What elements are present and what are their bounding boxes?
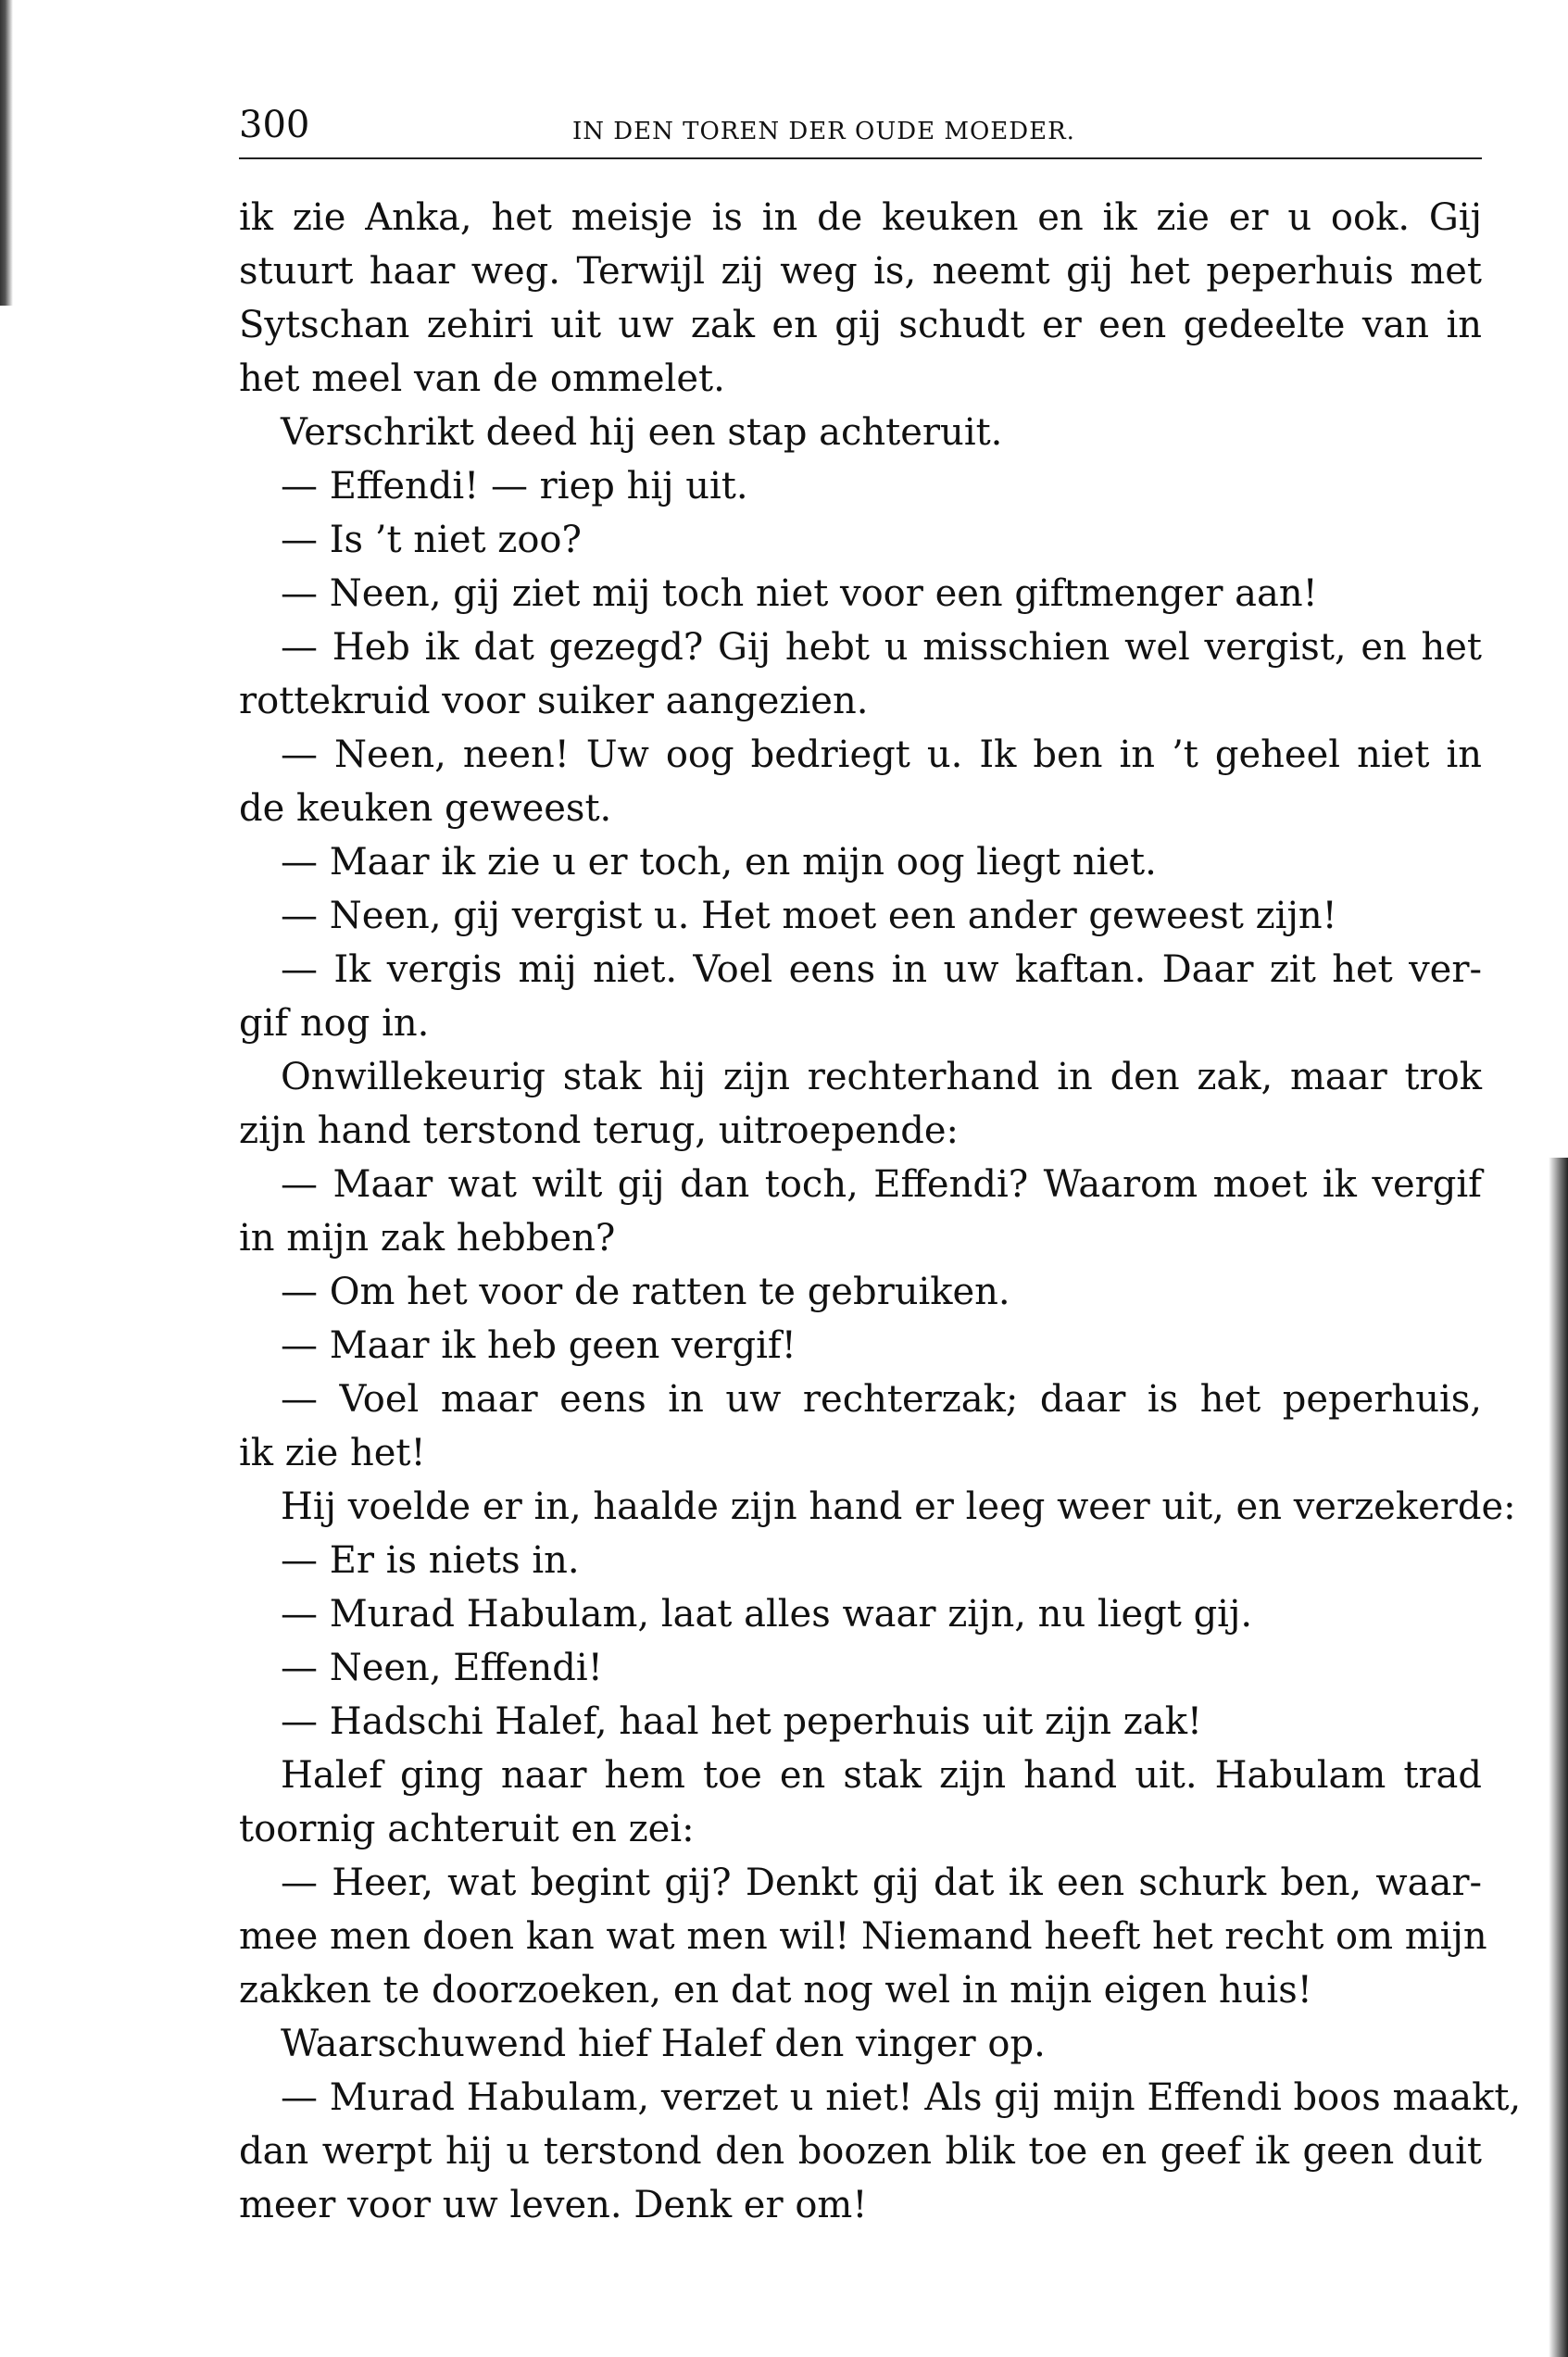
body-text: [239, 191, 1522, 2232]
text-line: — Om het voor de ratten te gebruiken.: [281, 1271, 1010, 1313]
text-line: mee men doen kan wat men wil! Niemand heeft het recht om mijn: [239, 1915, 1487, 1958]
text-line: toornig achteruit en zei:: [239, 1808, 695, 1850]
text-line: — Heer, wat begint gij? Denkt gij dat ik een schurk ben, waar-: [281, 1862, 1482, 1904]
header-rule: [239, 157, 1482, 159]
text-line: — Murad Habulam, laat alles waar zijn, nu liegt gij.: [281, 1593, 1253, 1636]
text-line: — Murad Habulam, verzet u niet! Als gij mijn Effendi boos maakt,: [281, 2076, 1522, 2119]
text-line: — Effendi! — riep hij uit.: [281, 465, 748, 508]
text-line: stuurt haar weg. Terwijl zij weg is, neemt gij het peperhuis met: [239, 250, 1482, 293]
text-line: gif nog in.: [239, 1002, 430, 1045]
text-line: ik zie Anka, het meisje is in de keuken en ik zie er u ook. Gij: [239, 196, 1482, 239]
page-header: [239, 93, 1482, 154]
text-line: dan werpt hij u terstond den boozen blik toe en geef ik geen duit: [239, 2130, 1482, 2173]
text-line: — Neen, neen! Uw oog bedriegt u. Ik ben in ’t geheel niet in: [281, 733, 1482, 776]
text-line: meer voor uw leven. Denk er om!: [239, 2184, 868, 2226]
text-line: — Maar ik zie u er toch, en mijn oog liegt niet.: [281, 841, 1157, 884]
text-line: het meel van de ommelet.: [239, 357, 725, 400]
text-line: — Heb ik dat gezegd? Gij hebt u misschien wel vergist, en het: [281, 626, 1482, 669]
text-line: Sytschan zehiri uit uw zak en gij schudt er een gedeelte van in: [239, 304, 1482, 346]
text-line: ik zie het!: [239, 1432, 426, 1474]
text-line: — Neen, gij vergist u. Het moet een ander geweest zijn!: [281, 895, 1337, 937]
text-line: — Neen, gij ziet mij toch niet voor een giftmenger aan!: [281, 572, 1318, 615]
text-line: — Hadschi Halef, haal het peperhuis uit zijn zak!: [281, 1700, 1202, 1743]
text-line: Halef ging naar hem toe en stak zijn hand uit. Habulam trad: [281, 1754, 1482, 1797]
text-line: — Is ’t niet zoo?: [281, 519, 582, 561]
text-line: — Ik vergis mij niet. Voel eens in uw kaftan. Daar zit het ver-: [281, 948, 1482, 991]
text-line: Verschrikt deed hij een stap achteruit.: [281, 411, 1003, 454]
text-line: — Maar ik heb geen vergif!: [281, 1324, 797, 1367]
text-line: — Maar wat wilt gij dan toch, Effendi? Waarom moet ik vergif: [281, 1163, 1482, 1206]
text-line: rottekruid voor suiker aangezien.: [239, 680, 869, 722]
text-line: — Neen, Effendi!: [281, 1647, 603, 1689]
running-head: IN DEN TOREN DER OUDE MOEDER.: [572, 118, 1075, 145]
page-edge-left: [0, 0, 13, 306]
text-line: — Er is niets in.: [281, 1539, 580, 1582]
text-line: in mijn zak hebben?: [239, 1217, 616, 1260]
page-edge-right: [1549, 1158, 1568, 2357]
text-line: de keuken geweest.: [239, 787, 612, 830]
text-line: Onwillekeurig stak hij zijn rechterhand in den zak, maar trok: [281, 1056, 1482, 1098]
text-line: zakken te doorzoeken, en dat nog wel in mijn eigen huis!: [239, 1969, 1312, 2012]
text-line: Hij voelde er in, haalde zijn hand er leeg weer uit, en verzekerde:: [281, 1486, 1516, 1528]
text-line: Waarschuwend hief Halef den vinger op.: [281, 2023, 1046, 2065]
text-line: zijn hand terstond terug, uitroepende:: [239, 1110, 960, 1152]
text-line: — Voel maar eens in uw rechterzak; daar is het peperhuis,: [281, 1378, 1482, 1421]
page-number: 300: [239, 104, 310, 146]
